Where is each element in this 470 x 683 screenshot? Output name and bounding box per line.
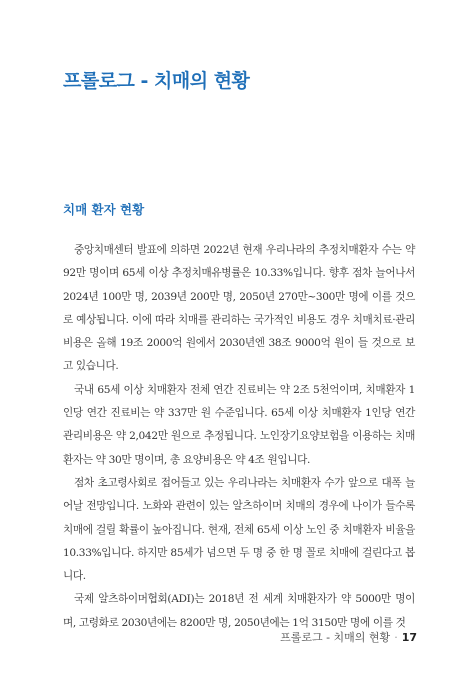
paragraph: 국제 알츠하이머협회(ADI)는 2018년 전 세계 치매환자가 약 5000만 명이며, 고령화로 2030년에는 8200만 명, 2050년에는 1억 3150만 명에 이를 것	[63, 593, 415, 629]
footer-separator: ·	[394, 631, 398, 644]
body-text	[63, 239, 415, 635]
section-title: 치매 환자 현황	[63, 202, 145, 217]
paragraph: 국내 65세 이상 치매환자 전체 연간 진료비는 약 2조 5천억이며, 치매환자 1인당 연간 진료비는 약 337만 원 수준입니다. 65세 이상 치매환자 1인당 연간 관리비용은 약 2,042만 원으로 추정됩니다. 노인장기요양보험을 이용하는 치매환자는 약 30만 명이며, 총 요양비용은 약 4조 원입니다.	[63, 383, 415, 466]
page-footer	[280, 629, 417, 645]
paragraph: 점차 초고령사회로 접어들고 있는 우리나라는 치매환자 수가 앞으로 대폭 늘어날 전망입니다. 노화와 관련이 있는 알츠하이머 치매의 경우에 나이가 들수록 치매에 걸릴 확률이 높아집니다. 현재, 전체 65세 이상 노인 중 치매환자 비율을 10.33%입니다. 하지만 85세가 넘으면 두 명 중 한 명 꼴로 치매에 걸린다고 봅니다.	[63, 476, 415, 583]
chapter-title: 프롤로그 - 치매의 현황	[63, 70, 250, 92]
paragraph: 중앙치매센터 발표에 의하면 2022년 현재 우리나라의 추정치매환자 수는 약 92만 명이며 65세 이상 추정치매유병률은 10.33%입니다. 향후 점차 늘어나서 2024년 100만 명, 2039년 200만 명, 2050년 270만~300만 명에 이를 것으로 예상됩니다. 이에 따라 치매를 관리하는 국가적인 비용도 경우 치매치료·관리 비용은 올해 19조 2000억 원에서 2030년엔 38조 9000억 원이 들 것으로 보고 있습니다.	[63, 244, 415, 373]
running-title: 프롤로그 - 치매의 현황	[280, 631, 391, 644]
page-number: 17	[401, 631, 417, 644]
